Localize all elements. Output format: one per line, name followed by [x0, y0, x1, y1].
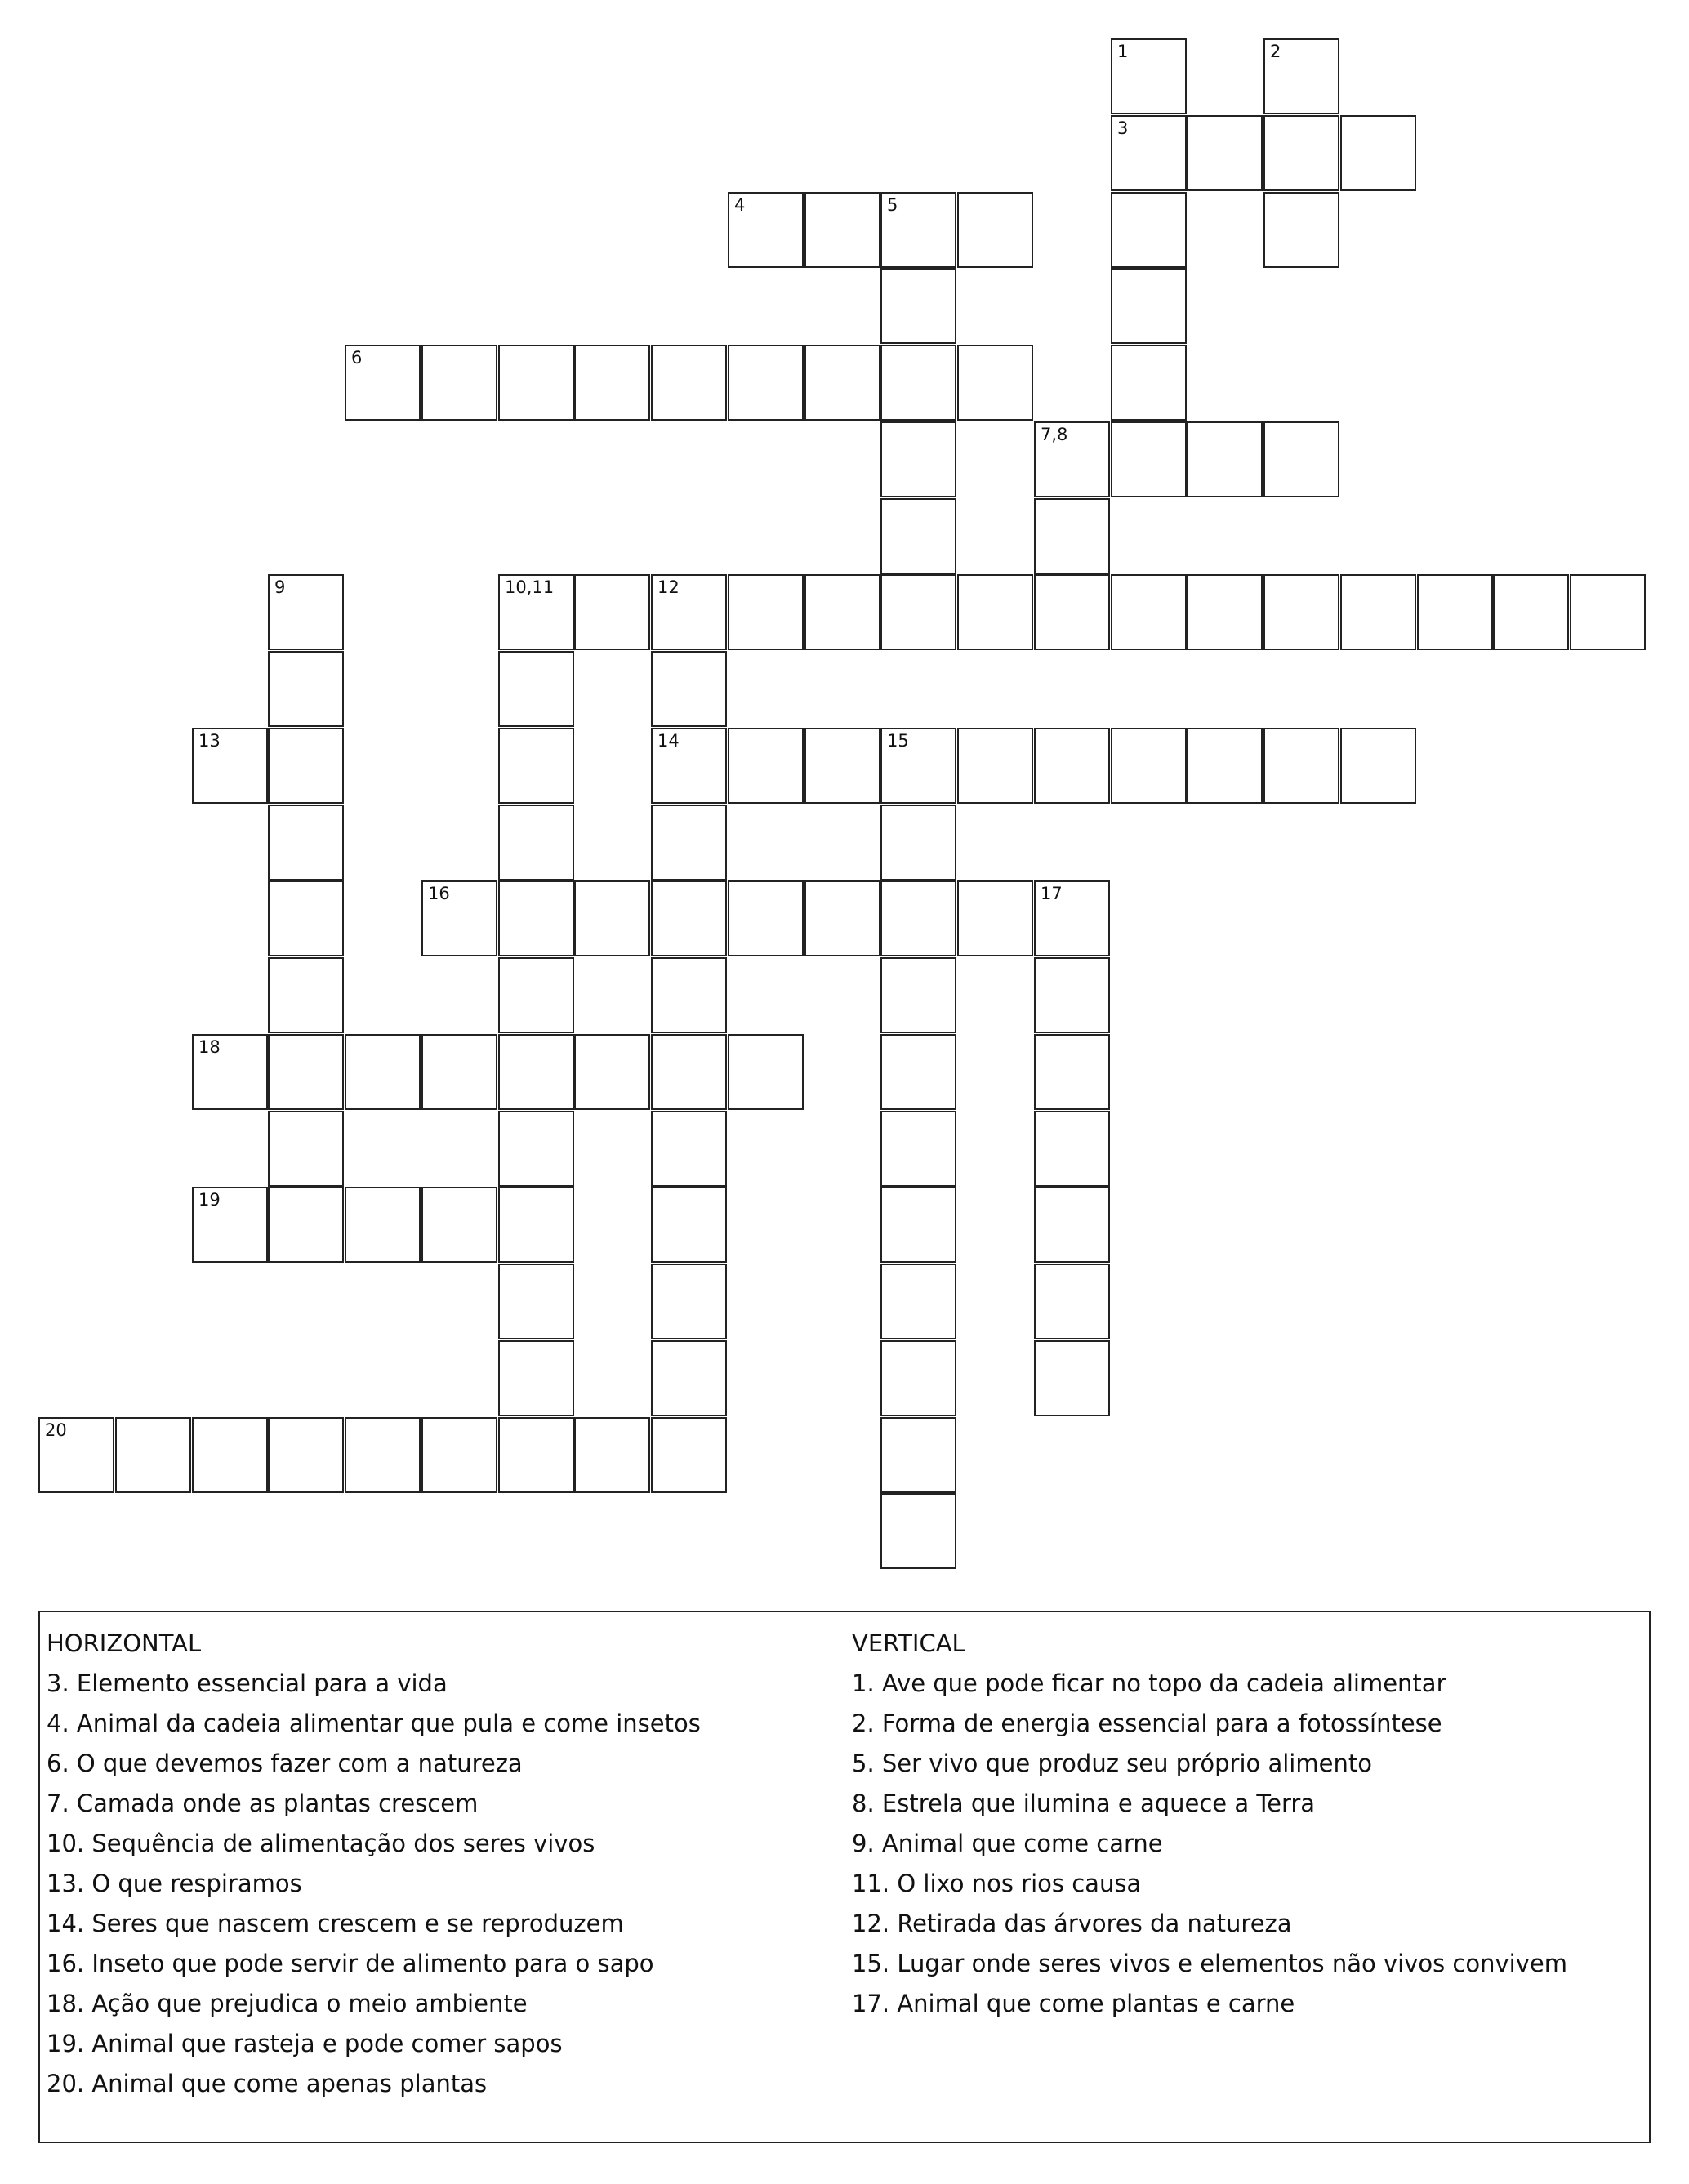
clue-number: 6 [351, 348, 363, 368]
grid-cell[interactable] [115, 1417, 191, 1493]
grid-cell[interactable] [957, 192, 1033, 268]
grid-cell[interactable] [651, 1417, 727, 1493]
grid-cell[interactable] [345, 1187, 421, 1263]
clue-number: 2 [1270, 42, 1281, 61]
horizontal-heading: HORIZONTAL [47, 1629, 202, 1657]
grid-cell[interactable] [880, 805, 956, 880]
clue-v-2: 2. Forma de energia essencial para a fotossíntese [852, 1709, 1442, 1737]
grid-cell[interactable] [1111, 421, 1187, 497]
grid-cell[interactable] [1493, 574, 1569, 650]
grid-cell[interactable] [957, 574, 1033, 650]
grid-cell[interactable] [651, 1264, 727, 1339]
grid-cell[interactable] [1034, 574, 1110, 650]
clue-number: 1 [1117, 42, 1129, 61]
clue-h-4: 4. Animal da cadeia alimentar que pula e come insetos [47, 1709, 701, 1737]
clue-number: 18 [198, 1037, 221, 1057]
grid-cell[interactable] [192, 1417, 268, 1493]
grid-cell[interactable] [421, 1187, 497, 1263]
grid-cell[interactable] [574, 880, 650, 956]
grid-cell[interactable] [880, 1264, 956, 1339]
grid-cell[interactable] [1034, 1187, 1110, 1263]
grid-cell[interactable] [498, 1340, 574, 1416]
grid-cell[interactable] [880, 574, 956, 650]
grid-cell[interactable] [498, 805, 574, 880]
vertical-heading: VERTICAL [852, 1629, 965, 1657]
clue-number: 5 [887, 195, 898, 215]
grid-cell[interactable] [574, 1417, 650, 1493]
grid-cell[interactable] [421, 880, 497, 956]
grid-cell[interactable] [880, 1187, 956, 1263]
grid-cell[interactable] [268, 651, 344, 727]
grid-cell[interactable] [957, 728, 1033, 804]
grid-cell[interactable] [268, 1034, 344, 1110]
grid-cell[interactable] [880, 1111, 956, 1187]
grid-cell[interactable] [880, 957, 956, 1033]
horizontal-clues [47, 1624, 701, 2104]
grid-cell[interactable] [804, 880, 880, 956]
grid-cell[interactable] [421, 1034, 497, 1110]
clue-h-19: 19. Animal que rasteja e pode comer sapos [47, 2030, 563, 2057]
grid-cell[interactable] [651, 651, 727, 727]
grid-cell[interactable] [268, 880, 344, 956]
grid-cell[interactable] [880, 1493, 956, 1569]
grid-cell[interactable] [421, 345, 497, 421]
grid-cell[interactable] [1417, 574, 1493, 650]
grid-cell[interactable] [498, 574, 574, 650]
grid-cell[interactable] [498, 880, 574, 956]
grid-cell[interactable] [574, 345, 650, 421]
grid-cell[interactable] [957, 345, 1033, 421]
grid-cell[interactable] [728, 880, 804, 956]
clue-v-5: 5. Ser vivo que produz seu próprio alimento [852, 1749, 1372, 1777]
clue-v-9: 9. Animal que come carne [852, 1830, 1163, 1857]
grid-cell[interactable] [880, 1417, 956, 1493]
clue-number: 12 [657, 577, 680, 597]
grid-cell[interactable] [268, 957, 344, 1033]
clue-v-11: 11. O lixo nos rios causa [852, 1870, 1142, 1897]
grid-cell[interactable] [651, 1340, 727, 1416]
clue-number: 20 [45, 1420, 67, 1440]
clue-number: 17 [1041, 884, 1063, 903]
grid-cell[interactable] [651, 957, 727, 1033]
grid-cell[interactable] [1034, 1034, 1110, 1110]
grid-cell[interactable] [804, 345, 880, 421]
grid-cell[interactable] [651, 1034, 727, 1110]
clue-v-15: 15. Lugar onde seres vivos e elementos não vivos convivem [852, 1950, 1567, 1977]
clue-v-8: 8. Estrela que ilumina e aquece a Terra [852, 1790, 1316, 1817]
grid-cell[interactable] [345, 345, 421, 421]
clue-number: 14 [657, 731, 680, 751]
grid-cell[interactable] [880, 192, 956, 268]
grid-cell[interactable] [1034, 1264, 1110, 1339]
grid-cell[interactable] [1187, 574, 1263, 650]
grid-cell[interactable] [880, 880, 956, 956]
grid-cell[interactable] [498, 1034, 574, 1110]
grid-cell[interactable] [651, 1187, 727, 1263]
grid-cell[interactable] [880, 728, 956, 804]
grid-cell[interactable] [574, 574, 650, 650]
grid-cell[interactable] [1263, 192, 1339, 268]
grid-cell[interactable] [498, 1264, 574, 1339]
grid-cell[interactable] [192, 1034, 268, 1110]
grid-cell[interactable] [345, 1417, 421, 1493]
grid-cell[interactable] [1340, 574, 1416, 650]
grid-cell[interactable] [804, 192, 880, 268]
grid-cell[interactable] [728, 192, 804, 268]
grid-cell[interactable] [498, 1187, 574, 1263]
clue-number: 4 [734, 195, 746, 215]
clue-v-17: 17. Animal que come plantas e carne [852, 1990, 1295, 2017]
grid-cell[interactable] [1111, 574, 1187, 650]
grid-cell[interactable] [880, 1340, 956, 1416]
clue-h-18: 18. Ação que prejudica o meio ambiente [47, 1990, 528, 2017]
grid-cell[interactable] [880, 421, 956, 497]
grid-cell[interactable] [498, 1417, 574, 1493]
grid-cell[interactable] [651, 345, 727, 421]
grid-cell[interactable] [728, 574, 804, 650]
grid-cell[interactable] [1263, 38, 1339, 114]
grid-cell[interactable] [268, 1111, 344, 1187]
clue-number: 13 [198, 731, 221, 751]
grid-cell[interactable] [1111, 728, 1187, 804]
grid-cell[interactable] [880, 268, 956, 344]
grid-cell[interactable] [421, 1417, 497, 1493]
grid-cell[interactable] [957, 880, 1033, 956]
clue-h-3: 3. Elemento essencial para a vida [47, 1669, 448, 1697]
grid-cell[interactable] [1111, 345, 1187, 421]
grid-cell[interactable] [498, 957, 574, 1033]
grid-cell[interactable] [1263, 728, 1339, 804]
grid-cell[interactable] [651, 880, 727, 956]
grid-cell[interactable] [1187, 728, 1263, 804]
grid-cell[interactable] [651, 805, 727, 880]
grid-cell[interactable] [1034, 1111, 1110, 1187]
grid-cell[interactable] [880, 345, 956, 421]
grid-cell[interactable] [651, 728, 727, 804]
grid-cell[interactable] [498, 1111, 574, 1187]
grid-cell[interactable] [651, 1111, 727, 1187]
grid-cell[interactable] [804, 728, 880, 804]
clue-number: 16 [428, 884, 450, 903]
grid-cell[interactable] [268, 1417, 344, 1493]
grid-cell[interactable] [498, 345, 574, 421]
grid-cell[interactable] [804, 574, 880, 650]
grid-cell[interactable] [1340, 115, 1416, 191]
grid-cell[interactable] [498, 651, 574, 727]
grid-cell[interactable] [345, 1034, 421, 1110]
grid-cell[interactable] [38, 1417, 114, 1493]
grid-cell[interactable] [1111, 268, 1187, 344]
grid-cell[interactable] [268, 574, 344, 650]
clue-number: 15 [887, 731, 909, 751]
grid-cell[interactable] [728, 728, 804, 804]
clue-number: 7,8 [1041, 425, 1068, 444]
clue-h-7: 7. Camada onde as plantas crescem [47, 1790, 479, 1817]
grid-cell[interactable] [1570, 574, 1646, 650]
grid-cell[interactable] [728, 1034, 804, 1110]
clue-h-14: 14. Seres que nascem crescem e se reproduzem [47, 1910, 624, 1937]
grid-cell[interactable] [574, 1034, 650, 1110]
grid-cell[interactable] [1340, 728, 1416, 804]
grid-cell[interactable] [268, 805, 344, 880]
clue-v-12: 12. Retirada das árvores da natureza [852, 1910, 1292, 1937]
grid-cell[interactable] [268, 728, 344, 804]
clue-h-10: 10. Sequência de alimentação dos seres vivos [47, 1830, 595, 1857]
clue-h-6: 6. O que devemos fazer com a natureza [47, 1749, 523, 1777]
grid-cell[interactable] [268, 1187, 344, 1263]
grid-cell[interactable] [1034, 421, 1110, 497]
grid-cell[interactable] [1263, 574, 1339, 650]
clue-number: 19 [198, 1190, 221, 1210]
grid-cell[interactable] [1263, 115, 1339, 191]
grid-cell[interactable] [880, 498, 956, 574]
grid-cell[interactable] [1111, 115, 1187, 191]
grid-cell[interactable] [1187, 421, 1263, 497]
clue-h-16: 16. Inseto que pode servir de alimento para o sapo [47, 1950, 654, 1977]
clue-number: 3 [1117, 118, 1129, 138]
grid-cell[interactable] [1034, 880, 1110, 956]
grid-cell[interactable] [192, 728, 268, 804]
grid-cell[interactable] [192, 1187, 268, 1263]
grid-cell[interactable] [1034, 1340, 1110, 1416]
grid-cell[interactable] [1034, 957, 1110, 1033]
clue-h-20: 20. Animal que come apenas plantas [47, 2070, 488, 2097]
grid-cell[interactable] [1034, 728, 1110, 804]
grid-cell[interactable] [651, 574, 727, 650]
grid-cell[interactable] [728, 345, 804, 421]
clue-number: 9 [274, 577, 286, 597]
grid-cell[interactable] [1187, 115, 1263, 191]
grid-cell[interactable] [1263, 421, 1339, 497]
grid-cell[interactable] [1034, 498, 1110, 574]
clue-number: 10,11 [505, 577, 555, 597]
clue-h-13: 13. O que respiramos [47, 1870, 302, 1897]
grid-cell[interactable] [498, 728, 574, 804]
clues-box [38, 1611, 1651, 2143]
grid-cell[interactable] [1111, 192, 1187, 268]
clue-v-1: 1. Ave que pode ficar no topo da cadeia alimentar [852, 1669, 1446, 1697]
vertical-clues [852, 1624, 1567, 2024]
grid-cell[interactable] [880, 1034, 956, 1110]
grid-cell[interactable] [1111, 38, 1187, 114]
